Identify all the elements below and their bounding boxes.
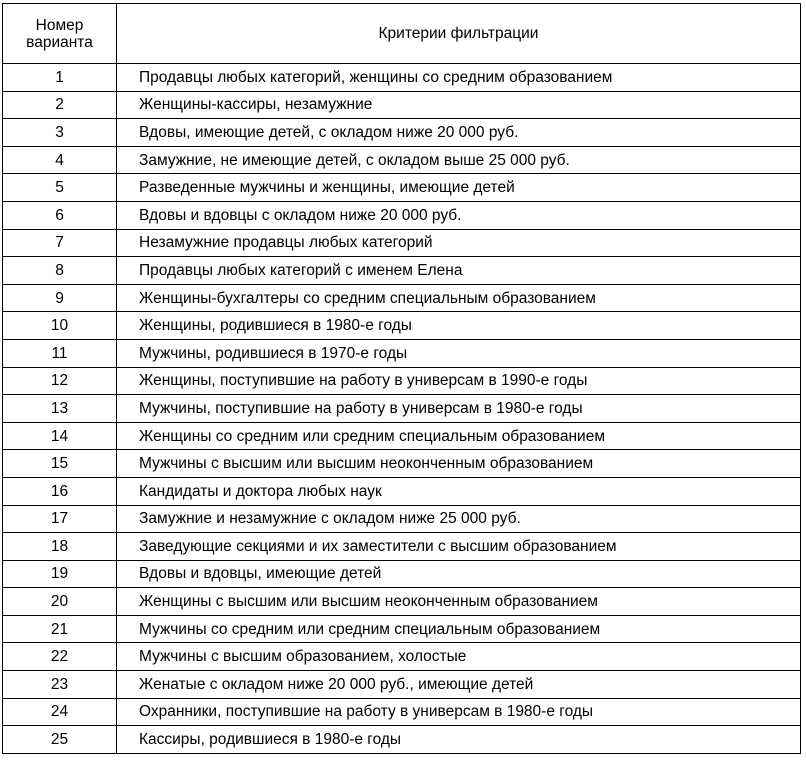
- criteria-cell: Женщины со средним или средним специальным образованием: [117, 422, 801, 450]
- table-row: [3, 560, 801, 588]
- variant-number-cell: 17: [3, 505, 117, 533]
- table-row: [3, 174, 801, 202]
- table-row: [3, 505, 801, 533]
- table-row: [3, 643, 801, 671]
- criteria-cell: Мужчины с высшим образованием, холостые: [117, 643, 801, 671]
- table-header: [3, 4, 801, 64]
- criteria-cell: Женщины, родившиеся в 1980-е годы: [117, 312, 801, 340]
- variant-number-cell: 10: [3, 312, 117, 340]
- variant-number-cell: 1: [3, 64, 117, 92]
- header-row: [3, 4, 801, 64]
- table-row: [3, 533, 801, 561]
- table-row: [3, 91, 801, 119]
- table-row: [3, 422, 801, 450]
- criteria-cell: Заведующие секциями и их заместители с высшим образованием: [117, 533, 801, 561]
- criteria-cell: Женщины, поступившие на работу в универсам в 1990-е годы: [117, 367, 801, 395]
- variant-number-cell: 21: [3, 615, 117, 643]
- table-row: [3, 367, 801, 395]
- variant-number-cell: 18: [3, 533, 117, 561]
- table-row: [3, 726, 801, 754]
- criteria-cell: Кандидаты и доктора любых наук: [117, 477, 801, 505]
- criteria-cell: Вдовы, имеющие детей, с окладом ниже 20 000 руб.: [117, 119, 801, 147]
- criteria-cell: Мужчины, родившиеся в 1970-е годы: [117, 339, 801, 367]
- table-row: [3, 257, 801, 285]
- variant-number-cell: 4: [3, 146, 117, 174]
- variant-number-cell: 5: [3, 174, 117, 202]
- criteria-cell: Женщины с высшим или высшим неоконченным образованием: [117, 588, 801, 616]
- variant-number-cell: 2: [3, 91, 117, 119]
- criteria-cell: Мужчины со средним или средним специальным образованием: [117, 615, 801, 643]
- variant-number-cell: 6: [3, 201, 117, 229]
- criteria-cell: Продавцы любых категорий с именем Елена: [117, 257, 801, 285]
- header-criteria-col: Критерии фильтрации: [117, 4, 801, 64]
- variant-number-cell: 12: [3, 367, 117, 395]
- table-row: [3, 450, 801, 478]
- variant-number-cell: 15: [3, 450, 117, 478]
- variant-number-cell: 25: [3, 726, 117, 754]
- header-number-col: Номер варианта: [3, 4, 117, 64]
- criteria-cell: Замужние и незамужние с окладом ниже 25 000 руб.: [117, 505, 801, 533]
- table-body: [3, 64, 801, 754]
- table-row: [3, 477, 801, 505]
- criteria-cell: Замужние, не имеющие детей, с окладом выше 25 000 руб.: [117, 146, 801, 174]
- variant-number-cell: 22: [3, 643, 117, 671]
- table-row: [3, 284, 801, 312]
- criteria-cell: Разведенные мужчины и женщины, имеющие детей: [117, 174, 801, 202]
- variant-number-cell: 24: [3, 698, 117, 726]
- table-row: [3, 229, 801, 257]
- criteria-cell: Мужчины с высшим или высшим неоконченным образованием: [117, 450, 801, 478]
- criteria-cell: Охранники, поступившие на работу в универсам в 1980-е годы: [117, 698, 801, 726]
- criteria-cell: Женщины-бухгалтеры со средним специальным образованием: [117, 284, 801, 312]
- criteria-cell: Вдовы и вдовцы, имеющие детей: [117, 560, 801, 588]
- table-row: [3, 588, 801, 616]
- table-row: [3, 64, 801, 92]
- variant-number-cell: 23: [3, 671, 117, 699]
- variant-number-cell: 14: [3, 422, 117, 450]
- table-row: [3, 395, 801, 423]
- table-row: [3, 339, 801, 367]
- table-row: [3, 698, 801, 726]
- variant-number-cell: 20: [3, 588, 117, 616]
- variant-number-cell: 7: [3, 229, 117, 257]
- criteria-cell: Мужчины, поступившие на работу в универсам в 1980-е годы: [117, 395, 801, 423]
- criteria-cell: Продавцы любых категорий, женщины со средним образованием: [117, 64, 801, 92]
- criteria-cell: Незамужние продавцы любых категорий: [117, 229, 801, 257]
- criteria-cell: Женатые с окладом ниже 20 000 руб., имеющие детей: [117, 671, 801, 699]
- variant-number-cell: 13: [3, 395, 117, 423]
- table-row: [3, 201, 801, 229]
- variant-number-cell: 9: [3, 284, 117, 312]
- variant-number-cell: 19: [3, 560, 117, 588]
- variant-number-cell: 16: [3, 477, 117, 505]
- table-row: [3, 671, 801, 699]
- variant-number-cell: 8: [3, 257, 117, 285]
- table-row: [3, 615, 801, 643]
- criteria-cell: Кассиры, родившиеся в 1980-е годы: [117, 726, 801, 754]
- criteria-cell: Вдовы и вдовцы с окладом ниже 20 000 руб.: [117, 201, 801, 229]
- table-row: [3, 312, 801, 340]
- table-row: [3, 119, 801, 147]
- criteria-table: [2, 3, 801, 754]
- table-row: [3, 146, 801, 174]
- variant-number-cell: 3: [3, 119, 117, 147]
- variant-number-cell: 11: [3, 339, 117, 367]
- criteria-cell: Женщины-кассиры, незамужние: [117, 91, 801, 119]
